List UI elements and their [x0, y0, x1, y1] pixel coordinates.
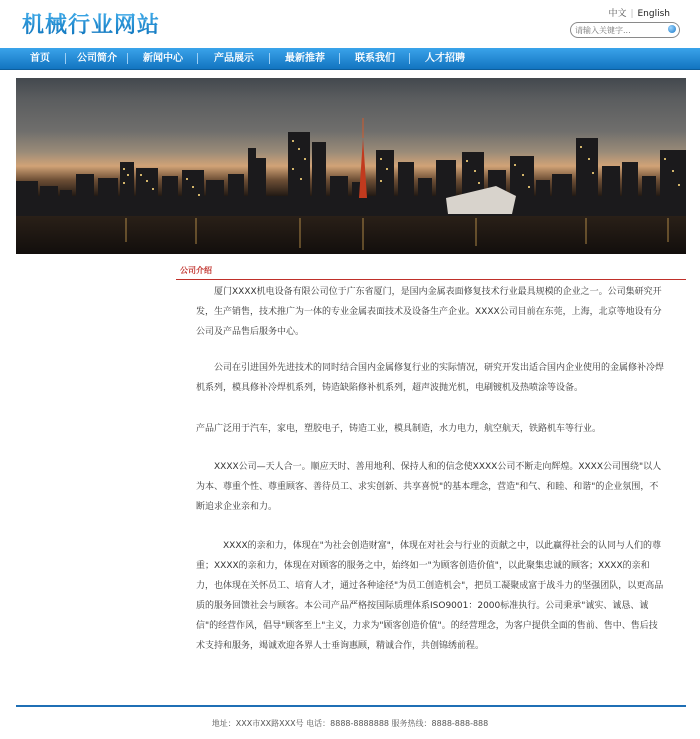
- nav-item-news[interactable]: 新闻中心: [128, 48, 198, 69]
- nav-item-home[interactable]: 首页: [14, 48, 66, 69]
- nav-item-recommend[interactable]: 最新推荐: [270, 48, 340, 69]
- main-nav: [0, 48, 700, 70]
- language-switcher: [604, 6, 674, 19]
- footer-contact: 地址：XXX市XX路XXX号 电话：8888-8888888 服务热线：8888-888-888: [211, 719, 489, 728]
- nav-item-contact[interactable]: 联系我们: [340, 48, 410, 69]
- section-divider: [176, 279, 686, 280]
- nav-item-about[interactable]: 公司简介: [66, 48, 128, 69]
- paragraph-technology: 公司在引进国外先进技术的同时结合国内金属修复行业的实际情况，研究开发出适合国内企业使用的金属修补冷焊机系列，模具修补冷焊机系列，铸造缺陷修补机系列，超声波抛光机，电刷镀机及热喷涂等设备。: [196, 363, 665, 393]
- paragraph-philosophy: XXXX公司—天人合一。顺应天时、善用地利、保持人和的信念使XXXX公司不断走向辉煌。XXXX公司围绕"以人为本、尊重个性、尊重顾客、善待员工、求实创新、共享喜悦"的基本理念，营造"和气、和睦、和谐"的企业氛围，不断追求企业亲和力。: [196, 462, 662, 512]
- lang-en-link[interactable]: English: [637, 9, 670, 19]
- paragraph-intro: 厦门XXXX机电设备有限公司位于广东省厦门，是国内金属表面修复技术行业最具规模的企业之一。公司集研究开发，生产销售，技术推广为一体的专业金属表面技术及设备生产企业。XXXX公司目前在东莞，上海，北京等地设有分公司及产品售后服务中心。: [196, 287, 662, 337]
- city-skyline-image: [16, 78, 686, 254]
- paragraph-industries: 产品广泛用于汽车，家电，塑胶电子，铸造工业，模具制造，水力电力，航空航天，铁路机车等行业。: [196, 424, 602, 434]
- banner-image: [16, 78, 686, 254]
- paragraph-affinity: XXXX的亲和力，体现在"为社会创造财富"，体现在对社会与行业的贡献之中，以此赢得社会的认同与人们的尊重；XXXX的亲和力，体现在对顾客的服务之中，始终如一"为顾客创造价值"，以此聚集忠诚的顾客；XXXX的亲和力，也体现在关怀员工、培育人才，通过各种途径"为员工创造机会"，把员工凝聚成富于战斗力的坚强团队，以更高品质的服务回馈社会与顾客。本公司产品严格按国际质理体系ISO9001：2000标准执行。公司秉承"诚实、诚恳、诚信"的经营作风，倡导"顾客至上"主义，力求为"顾客创造价值"。的经营理念，为客户提供全面的售前、售中、售后技术支持和服务，竭诚欢迎各界人士垂询惠顾，精诚合作，共创锦绣前程。: [196, 541, 664, 651]
- section-title: 公司介绍: [180, 266, 212, 275]
- footer-divider: [16, 705, 686, 707]
- nav-item-products[interactable]: 产品展示: [198, 48, 270, 69]
- lang-zh-link[interactable]: 中文: [608, 9, 627, 19]
- lang-separator: |: [630, 9, 634, 19]
- header: [0, 0, 700, 46]
- search-input[interactable]: [575, 24, 663, 36]
- search-box: [570, 22, 680, 38]
- search-icon[interactable]: [668, 25, 676, 33]
- nav-item-jobs[interactable]: 人才招聘: [425, 53, 465, 64]
- site-logo[interactable]: 机械行业网站: [22, 8, 160, 39]
